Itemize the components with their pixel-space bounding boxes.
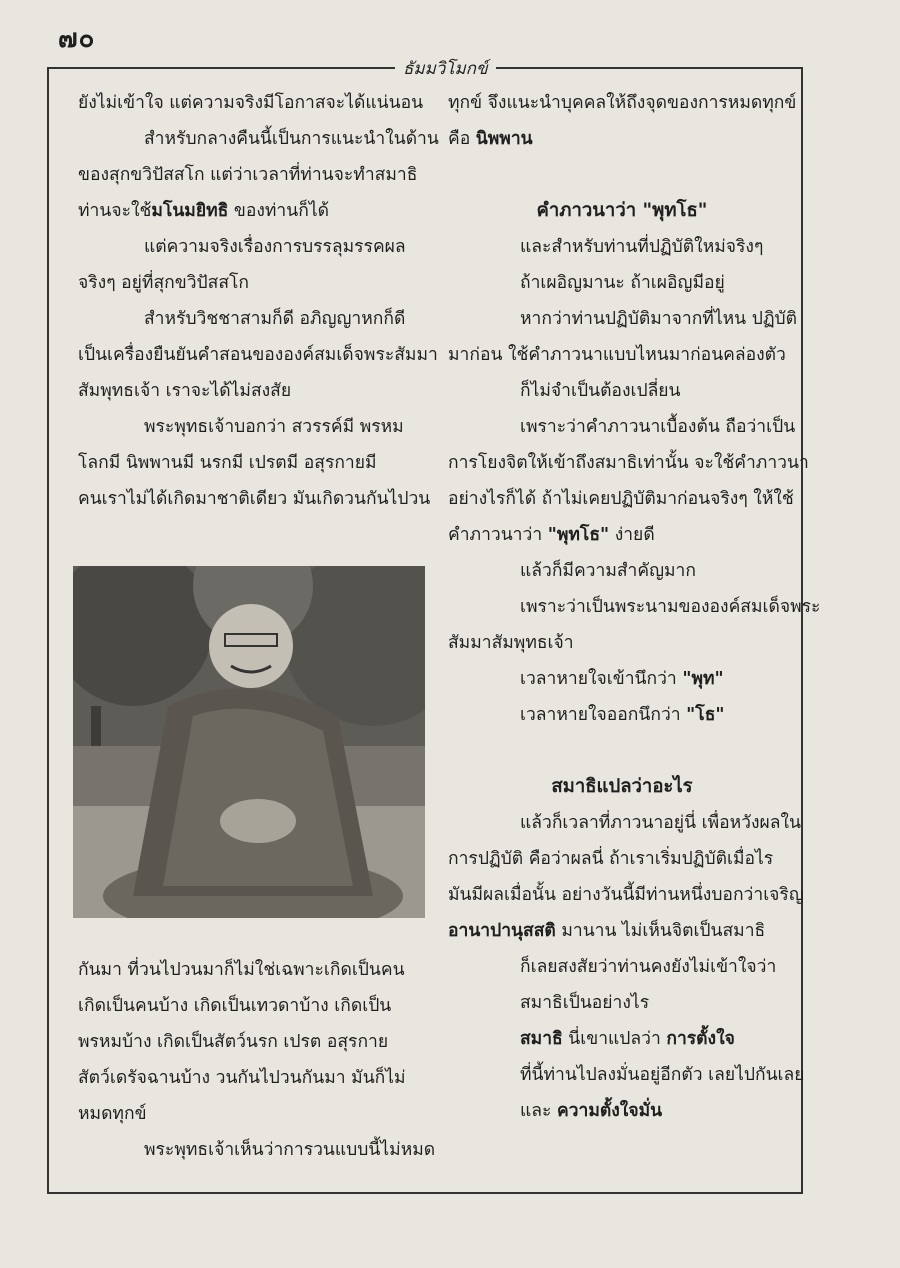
- text-run: และสำหรับท่านที่ปฏิบัติใหม่จริงๆ: [520, 237, 764, 257]
- section-heading: [448, 769, 796, 805]
- text-line: [448, 517, 796, 553]
- text-line: [448, 949, 796, 985]
- text-line: [78, 121, 439, 157]
- text-run: สำหรับวิชชาสามก็ดี อภิญญาหกก็ดี: [144, 309, 406, 329]
- right-column: [448, 85, 821, 1129]
- text-line: [78, 373, 428, 409]
- text-run: เพราะว่าคำภาวนาเบื้องต้น ถือว่าเป็น: [520, 417, 796, 437]
- text-run: สัมพุทธเจ้า เราจะได้ไม่สงสัย: [78, 381, 292, 401]
- text-run: แล้วก็เวลาที่ภาวนาอยู่นี่ เพื่อหวังผลใน: [520, 813, 802, 833]
- text-run: การปฏิบัติ คือว่าผลนี่ ถ้าเราเริ่มปฏิบัติเมื่อไร: [448, 849, 774, 869]
- text-line: [78, 193, 428, 229]
- text-line: [448, 697, 796, 733]
- page-number: ๗๐: [58, 24, 96, 54]
- text-run: หมดทุกข์: [78, 1104, 147, 1124]
- text-line: [78, 1096, 428, 1132]
- text-run: ทุกข์ จึงแนะนำบุคคลให้ถึงจุดของการหมดทุกข์: [448, 93, 797, 113]
- text-line: [448, 913, 796, 949]
- text-run: เพราะว่าเป็นพระนามขององค์สมเด็จพระ: [520, 597, 821, 617]
- text-run: ถ้าเผอิญมานะ ถ้าเผอิญมีอยู่: [520, 273, 725, 293]
- text-run: สมาธิเป็นอย่างไร: [520, 993, 650, 1013]
- text-run: คนเราไม่ได้เกิดมาชาติเดียว มันเกิดวนกันไปวน: [78, 489, 431, 509]
- text-line: [78, 988, 428, 1024]
- text-run: เป็นเครื่องยืนยันคำสอนขององค์สมเด็จพระสัมมา: [78, 345, 438, 365]
- text-line: [78, 337, 438, 373]
- text-line: [78, 1132, 436, 1168]
- text-line: [448, 373, 796, 409]
- text-run: ของสุกขวิปัสสโก แต่ว่าเวลาที่ท่านจะทำสมาธิ: [78, 165, 418, 185]
- text-run: มาก่อน ใช้คำภาวนาแบบไหนมาก่อนคล่องตัว: [448, 345, 786, 365]
- text-run: พรหมบ้าง เกิดเป็นสัตว์นรก เปรต อสุรกาย: [78, 1032, 389, 1052]
- text-line: [78, 229, 428, 265]
- bold-term: "พุทโธ": [547, 525, 610, 545]
- bold-term: การตั้งใจ: [666, 1029, 735, 1049]
- text-line: [78, 1060, 428, 1096]
- left-column-top: [78, 85, 439, 517]
- text-run: ที่นี้ท่านไปลงมั่นอยู่อีกตัว เลยไปกันเลย: [520, 1065, 805, 1085]
- text-run: คือ: [448, 129, 476, 149]
- running-head: ธัมมวิโมกข์: [395, 55, 496, 82]
- bold-term: อานาปานุสสติ: [448, 921, 556, 941]
- left-column-bottom: [78, 952, 436, 1168]
- text-line: [78, 409, 428, 445]
- text-line: [448, 841, 796, 877]
- bold-term: มโนมยิทธิ: [151, 201, 229, 221]
- text-run: การโยงจิตให้เข้าถึงสมาธิเท่านั้น จะใช้คำภาวนา: [448, 453, 809, 473]
- bold-term: "โธ": [686, 705, 725, 725]
- text-run: ท่านจะใช้: [78, 201, 152, 221]
- text-line: [78, 265, 428, 301]
- text-line: [448, 481, 796, 517]
- text-line: [448, 409, 796, 445]
- text-line: [448, 1093, 796, 1129]
- text-run: นี่เขาแปลว่า: [562, 1029, 667, 1049]
- text-line: [448, 1057, 805, 1093]
- monk-photo: [73, 566, 425, 918]
- bold-term: ความตั้งใจมั่น: [556, 1101, 663, 1121]
- text-run: กันมา ที่วนไปวนมาก็ไม่ใช่เฉพาะเกิดเป็นคน: [78, 960, 405, 980]
- text-line: [448, 553, 796, 589]
- text-run: สัตว์เดรัจฉานบ้าง วนกันไปวนกันมา มันก็ไม่: [78, 1068, 406, 1088]
- text-run: โลกมี นิพพานมี นรกมี เปรตมี อสุรกายมี: [78, 453, 377, 473]
- text-line: [448, 301, 796, 337]
- text-run: ก็ไม่จำเป็นต้องเปลี่ยน: [520, 381, 681, 401]
- text-run: ง่ายดี: [609, 525, 655, 545]
- text-line: [448, 1021, 796, 1057]
- text-line: [78, 481, 431, 517]
- text-line: [78, 1024, 428, 1060]
- text-line: [448, 265, 796, 301]
- text-run: เกิดเป็นคนบ้าง เกิดเป็นเทวดาบ้าง เกิดเป็น: [78, 996, 392, 1016]
- text-line: [448, 625, 796, 661]
- text-run: แต่ความจริงเรื่องการบรรลุมรรคผล: [144, 237, 406, 257]
- text-run: แล้วก็มีความสำคัญมาก: [520, 561, 696, 581]
- text-run: มานาน ไม่เห็นจิตเป็นสมาธิ: [555, 921, 766, 941]
- text-line: [448, 877, 804, 913]
- bold-term: นิพพาน: [475, 129, 533, 149]
- text-run: หากว่าท่านปฏิบัติมาจากที่ไหน ปฏิบัติ: [520, 309, 798, 329]
- text-line: [78, 301, 428, 337]
- text-run: เวลาหายใจออกนึกว่า: [520, 705, 687, 725]
- text-run: สำหรับกลางคืนนี้เป็นการแนะนำในด้าน: [144, 129, 439, 149]
- text-run: พระพุทธเจ้าบอกว่า สวรรค์มี พรหม: [144, 417, 404, 437]
- paragraph-gap: [448, 733, 796, 769]
- text-run: คำภาวนาว่า: [448, 525, 548, 545]
- text-line: [78, 157, 428, 193]
- text-line: [448, 661, 796, 697]
- text-line: [448, 121, 796, 157]
- text-run: ก็เลยสงสัยว่าท่านคงยังไม่เข้าใจว่า: [520, 957, 777, 977]
- text-run: จริงๆ อยู่ที่สุกขวิปัสสโก: [78, 273, 249, 293]
- text-run: และ: [520, 1101, 557, 1121]
- text-line: [448, 229, 796, 265]
- text-line: [448, 85, 796, 121]
- text-run: พระพุทธเจ้าเห็นว่าการวนแบบนี้ไม่หมด: [144, 1140, 436, 1160]
- text-run: ยังไม่เข้าใจ แต่ความจริงมีโอกาสจะได้แน่นอน: [78, 93, 424, 113]
- text-line: [78, 952, 428, 988]
- text-line: [78, 85, 428, 121]
- text-line: [448, 589, 821, 625]
- text-run: อย่างไรก็ได้ ถ้าไม่เคยปฏิบัติมาก่อนจริงๆ ให้ใช้: [448, 489, 794, 509]
- text-run: มันมีผลเมื่อนั้น อย่างวันนี้มีท่านหนึ่งบอกว่าเจริญ: [448, 885, 804, 905]
- text-run: คำภาวนาว่า "พุทโธ": [536, 200, 708, 221]
- text-line: [78, 445, 428, 481]
- bold-term: "พุท": [682, 669, 724, 689]
- text-line: [448, 337, 796, 373]
- text-line: [448, 985, 796, 1021]
- paragraph-gap: [448, 157, 796, 193]
- text-run: ของท่านก็ได้: [228, 201, 329, 221]
- text-run: สัมมาสัมพุทธเจ้า: [448, 633, 574, 653]
- text-run: สมาธิแปลว่าอะไร: [551, 776, 693, 797]
- bold-term: สมาธิ: [520, 1029, 563, 1049]
- text-run: เวลาหายใจเข้านึกว่า: [520, 669, 683, 689]
- section-heading: [448, 193, 796, 229]
- text-line: [448, 445, 809, 481]
- text-line: [448, 805, 802, 841]
